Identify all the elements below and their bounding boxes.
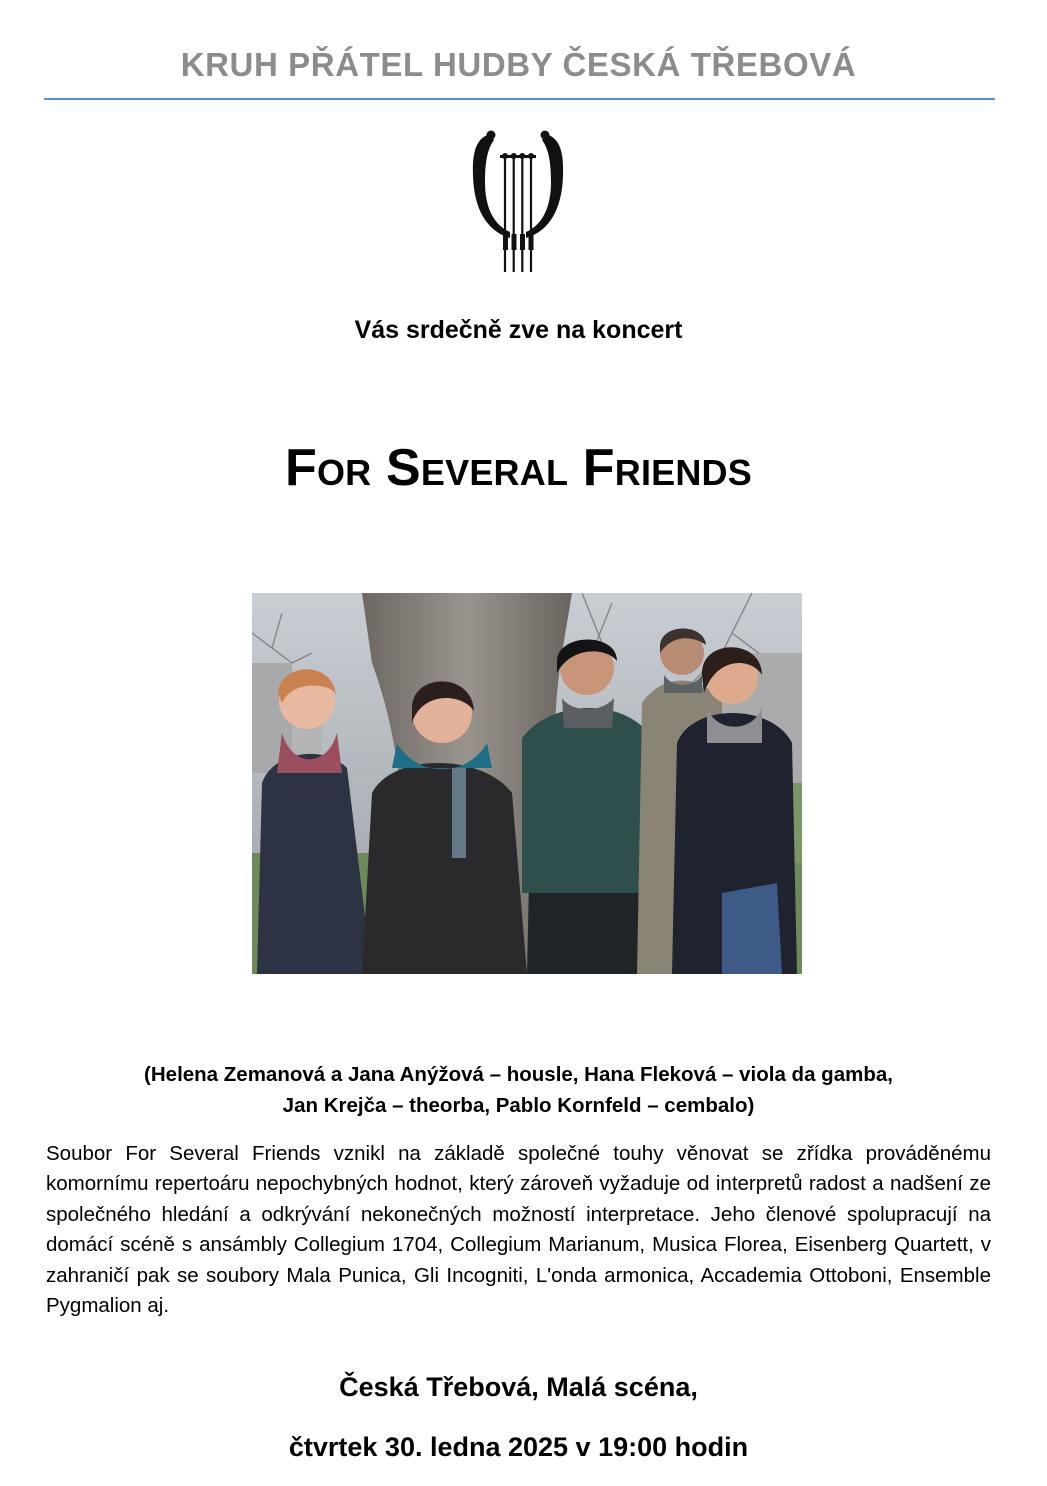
organization-title: KRUH PŘÁTEL HUDBY ČESKÁ TŘEBOVÁ [180,46,857,83]
ensemble-photo [252,593,802,974]
performers-line-1: (Helena Zemanová a Jana Anýžová – housle, Hana Fleková – viola da gamba, [144,1063,893,1086]
concert-title: For Several Friends [285,439,752,497]
concert-venue: Česká Třebová, Malá scéna, [339,1372,698,1402]
header-divider [44,98,995,100]
ensemble-description: Soubor For Several Friends vznikl na základě společné touhy věnovat se zřídka prováděnému komornímu repertoáru nepochybných hodnot, který zároveň vyžaduje od interpretů radost a nadšení ze společného hledání a odkrývání nekonečných možností interpretace. Jeho členové spolupracují na domácí scéně s ansámbly Collegium 1704, Collegium Marianum, Musica Florea, Eisenberg Quartett, v zahraničí pak se soubory Mala Punica, Gli Incogniti, L'onda armonica, Accademia Ottoboni, Ensemble Pygmalion aj. [46,1142,991,1318]
performers-list [40,1059,997,1121]
performers-line-2: Jan Krejča – theorba, Pablo Kornfeld – cembalo) [282,1094,755,1117]
concert-datetime: čtvrtek 30. ledna 2025 v 19:00 hodin [288,1432,749,1462]
lyre-icon [470,128,566,274]
invitation-text: Vás srdečně zve na koncert [354,316,683,344]
